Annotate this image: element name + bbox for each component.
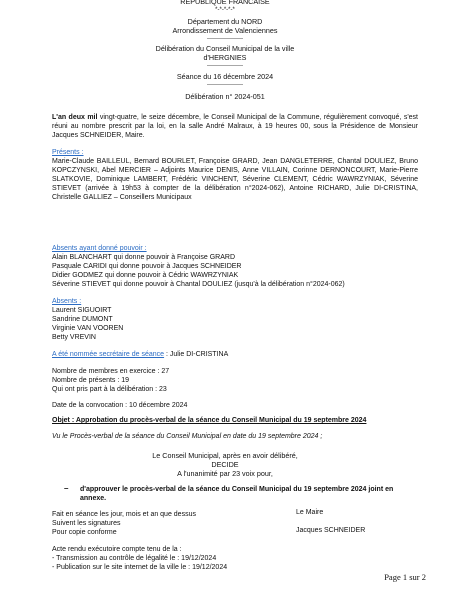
closing-line: Fait en séance les jour, mois et an que dessus xyxy=(52,511,196,518)
department-line: Département du NORD xyxy=(187,17,263,26)
decision-text: d'approuver le procès-verbal de la séance du Conseil Municipal du 19 septembre 2024 joint en annexe. xyxy=(80,486,394,502)
absent-name: Virginie VAN VOOREN xyxy=(52,325,124,332)
intro-text: vingt-quatre, le seize décembre, le Conseil Municipal de la Commune, régulièrement convoqué, s'est réuni au nombre prescrit par la loi, en la salle André Malraux, à 19 heures 00, sous la Présidence de Monsieur Jacques SCHNEIDER, Maire. xyxy=(52,114,418,139)
header-separator-1: ------------------ xyxy=(207,36,243,42)
members-present: Nombre de présents : 19 xyxy=(52,377,130,384)
republic-heading: REPUBLIQUE FRANCAISE xyxy=(180,0,270,6)
proxy-line: Alain BLANCHART qui donne pouvoir à Françoise GRARD xyxy=(52,254,235,261)
secretary-name: : Julie DI-CRISTINA xyxy=(164,351,229,358)
intro-paragraph xyxy=(52,113,418,140)
header-separator-2: ------------------ xyxy=(207,63,243,69)
subject-line: Objet : Approbation du procès-verbal de la séance du Conseil Municipal du 19 septembre 2024 xyxy=(52,417,367,424)
deliberation-number: Délibération n° 2024-051 xyxy=(185,92,265,101)
proxy-line: Séverine STIEVET qui donne pouvoir à Chantal DOULIEZ (jusqu'à la délibération n°2024-062) xyxy=(52,281,345,288)
members-voting: Qui ont pris part à la délibération : 23 xyxy=(52,386,167,393)
enforceable-line: - Publication sur le site internet de la ville le : 19/12/2024 xyxy=(52,564,228,571)
proxies-heading: Absents ayant donné pouvoir : xyxy=(52,245,147,252)
secretary-label: A été nommée secrétaire de séance xyxy=(52,351,165,358)
presents-list: Marie-Claude BAILLEUL, Bernard BOURLET, Françoise GRARD, Jean DANGLETERRE, Chantal DOULIEZ, Bruno KOPCZYNSKI, Abel MERCIER – Adjoints Maurice DENIS, Anne VILLAIN, Corinne DERNONCOURT, Marie-Pierre SLATKOVIE, Dominique LAMBERT, Frédéric VINCHENT, Séverine CLEMENT, Cédric WAWRZYNIAK, Séverine STIEVET (arrivée à 19h53 à compter de la délibération n°2024-062), Antoine RICHARD, Julie DI-CRISTINA, Christelle GALLIEZ – Conseillers Municipaux xyxy=(52,158,418,201)
secretary-line xyxy=(52,350,228,359)
enforceable-heading: Acte rendu exécutoire compte tenu de la : xyxy=(52,546,182,553)
vote-result: A l'unanimité par 23 voix pour, xyxy=(177,469,273,478)
closing-line: Suivent les signatures xyxy=(52,520,121,527)
members-in-office: Nombre de membres en exercice : 27 xyxy=(52,368,170,375)
header-separator-3: ------------------ xyxy=(207,82,243,88)
mayor-name: Jacques SCHNEIDER xyxy=(296,527,366,534)
session-date: Séance du 16 décembre 2024 xyxy=(176,72,274,81)
absents-heading: Absents : xyxy=(52,298,82,305)
convocation-date: Date de la convocation : 10 décembre 2024 xyxy=(52,402,188,409)
mayor-title: Le Maire xyxy=(296,509,324,516)
proxy-line: Pasquale CARIDI qui donne pouvoir à Jacques SCHNEIDER xyxy=(52,263,242,270)
presents-heading: Présents : xyxy=(52,149,84,156)
bullet-dash: – xyxy=(64,484,69,493)
deliberation-title-line: Délibération du Conseil Municipal de la ville xyxy=(155,44,295,53)
intro-lead: L'an deux mil xyxy=(52,114,98,121)
proxy-line: Didier GODMEZ qui donne pouvoir à Cédric WAWRZYNIAK xyxy=(52,272,239,279)
council-statement: Le Conseil Municipal, après en avoir délibéré, xyxy=(152,451,298,460)
absent-name: Laurent SIGUOIRT xyxy=(52,307,112,314)
decides-word: DECIDE xyxy=(211,460,239,469)
enforceable-line: - Transmission au contrôle de légalité le : 19/12/2024 xyxy=(52,555,217,562)
closing-line: Pour copie conforme xyxy=(52,529,117,536)
page-number: Page 1 sur 2 xyxy=(384,572,426,582)
header-ornament: *-*-*-*-* xyxy=(215,7,235,13)
absent-name: Sandrine DUMONT xyxy=(52,316,113,323)
commune-name: d'HERGNIES xyxy=(203,53,247,62)
considering-line: Vu le Procès-verbal de la séance du Conseil Municipal en date du 19 septembre 2024 ; xyxy=(52,433,323,440)
arrondissement-line: Arrondissement de Valenciennes xyxy=(172,26,278,35)
absent-name: Betty VREVIN xyxy=(52,334,96,341)
